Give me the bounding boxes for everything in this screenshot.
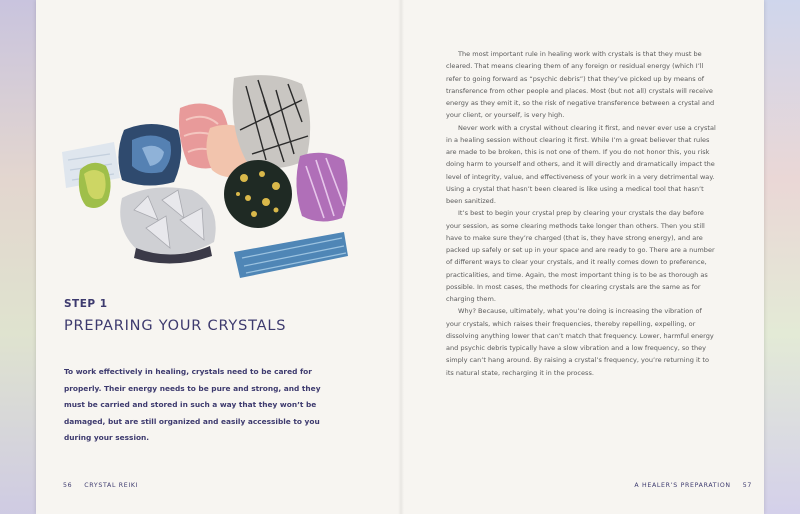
black-gold-stone <box>224 160 292 228</box>
crystals-illustration <box>62 70 352 290</box>
body-paragraph: Never work with a crystal without clearing it first, and never ever use a crystal in a healing session without clearing it first. While I’m a great believer that rules are made to be broken, this is not one of them. If you do not honor this, you risk doing harm to yourself and others, and it will directly and dramatically impact the level of integrity, value, and effectiveness of your work in a very detrimental way. Using a crystal that hasn’t been cleared is like using a medical tool that hasn’t been sanitized. <box>446 123 716 205</box>
footer-left <box>63 482 138 489</box>
page-edge-right <box>764 0 800 514</box>
intro-paragraph: To work effectively in healing, crystals need to be cared for properly. Their energy needs to be pure and strong, and they must be carried and stored in such a way that they won’t be damaged, but are still organized and easily accessible to you during your session. <box>64 367 321 443</box>
running-title-left: CRYSTAL REIKI <box>84 482 139 489</box>
footer-right <box>634 482 752 489</box>
section-title: PREPARING YOUR CRYSTALS <box>64 318 287 334</box>
body-paragraph: It’s best to begin your crystal prep by clearing your crystals the day before your session, as some clearing methods take longer than others. Then you still have to make sure they’re charged (that is, they have strong energy), and are packed up safely or set up in your space and are ready to go. There are a number of different ways to clear your crystals, and it really comes down to preference, practicalities, and time. Again, the most important thing is to be as thorough as possible. In most cases, the methods for clearing crystals are the same as for charging them. <box>446 209 715 303</box>
body-paragraph: Why? Because, ultimately, what you’re doing is increasing the vibration of your crystals, which raises their frequencies, thereby repelling, expelling, or dissolving anything lower that can’t match that frequency. Lower, harmful energy and psychic debris typically have a slow vibration and a low frequency, so they simply can’t hang around. By raising a crystal’s frequency, you’re returning it to its natural state, recharging it in the process. <box>446 307 714 377</box>
body-text-column <box>446 48 718 379</box>
body-paragraph: The most important rule in healing work with crystals is that they must be cleared. That means clearing them of any foreign or residual energy (which I’ll refer to going forward as “psychic debris”) that they’ve picked up by means of transference from other people and places. Most (but not all) crystals will receive energy as they emit it, so the risk of negative transference between a crystal and your client, or yourself, is very high. <box>446 50 715 120</box>
page-edge-left <box>0 0 36 514</box>
page-number-right: 57 <box>742 482 752 489</box>
page-number-left: 56 <box>63 482 73 489</box>
step-label: STEP 1 <box>64 298 108 310</box>
blue-kyanite <box>234 232 348 278</box>
book-gutter <box>398 0 404 514</box>
running-title-right: A HEALER’S PREPARATION <box>634 482 731 489</box>
